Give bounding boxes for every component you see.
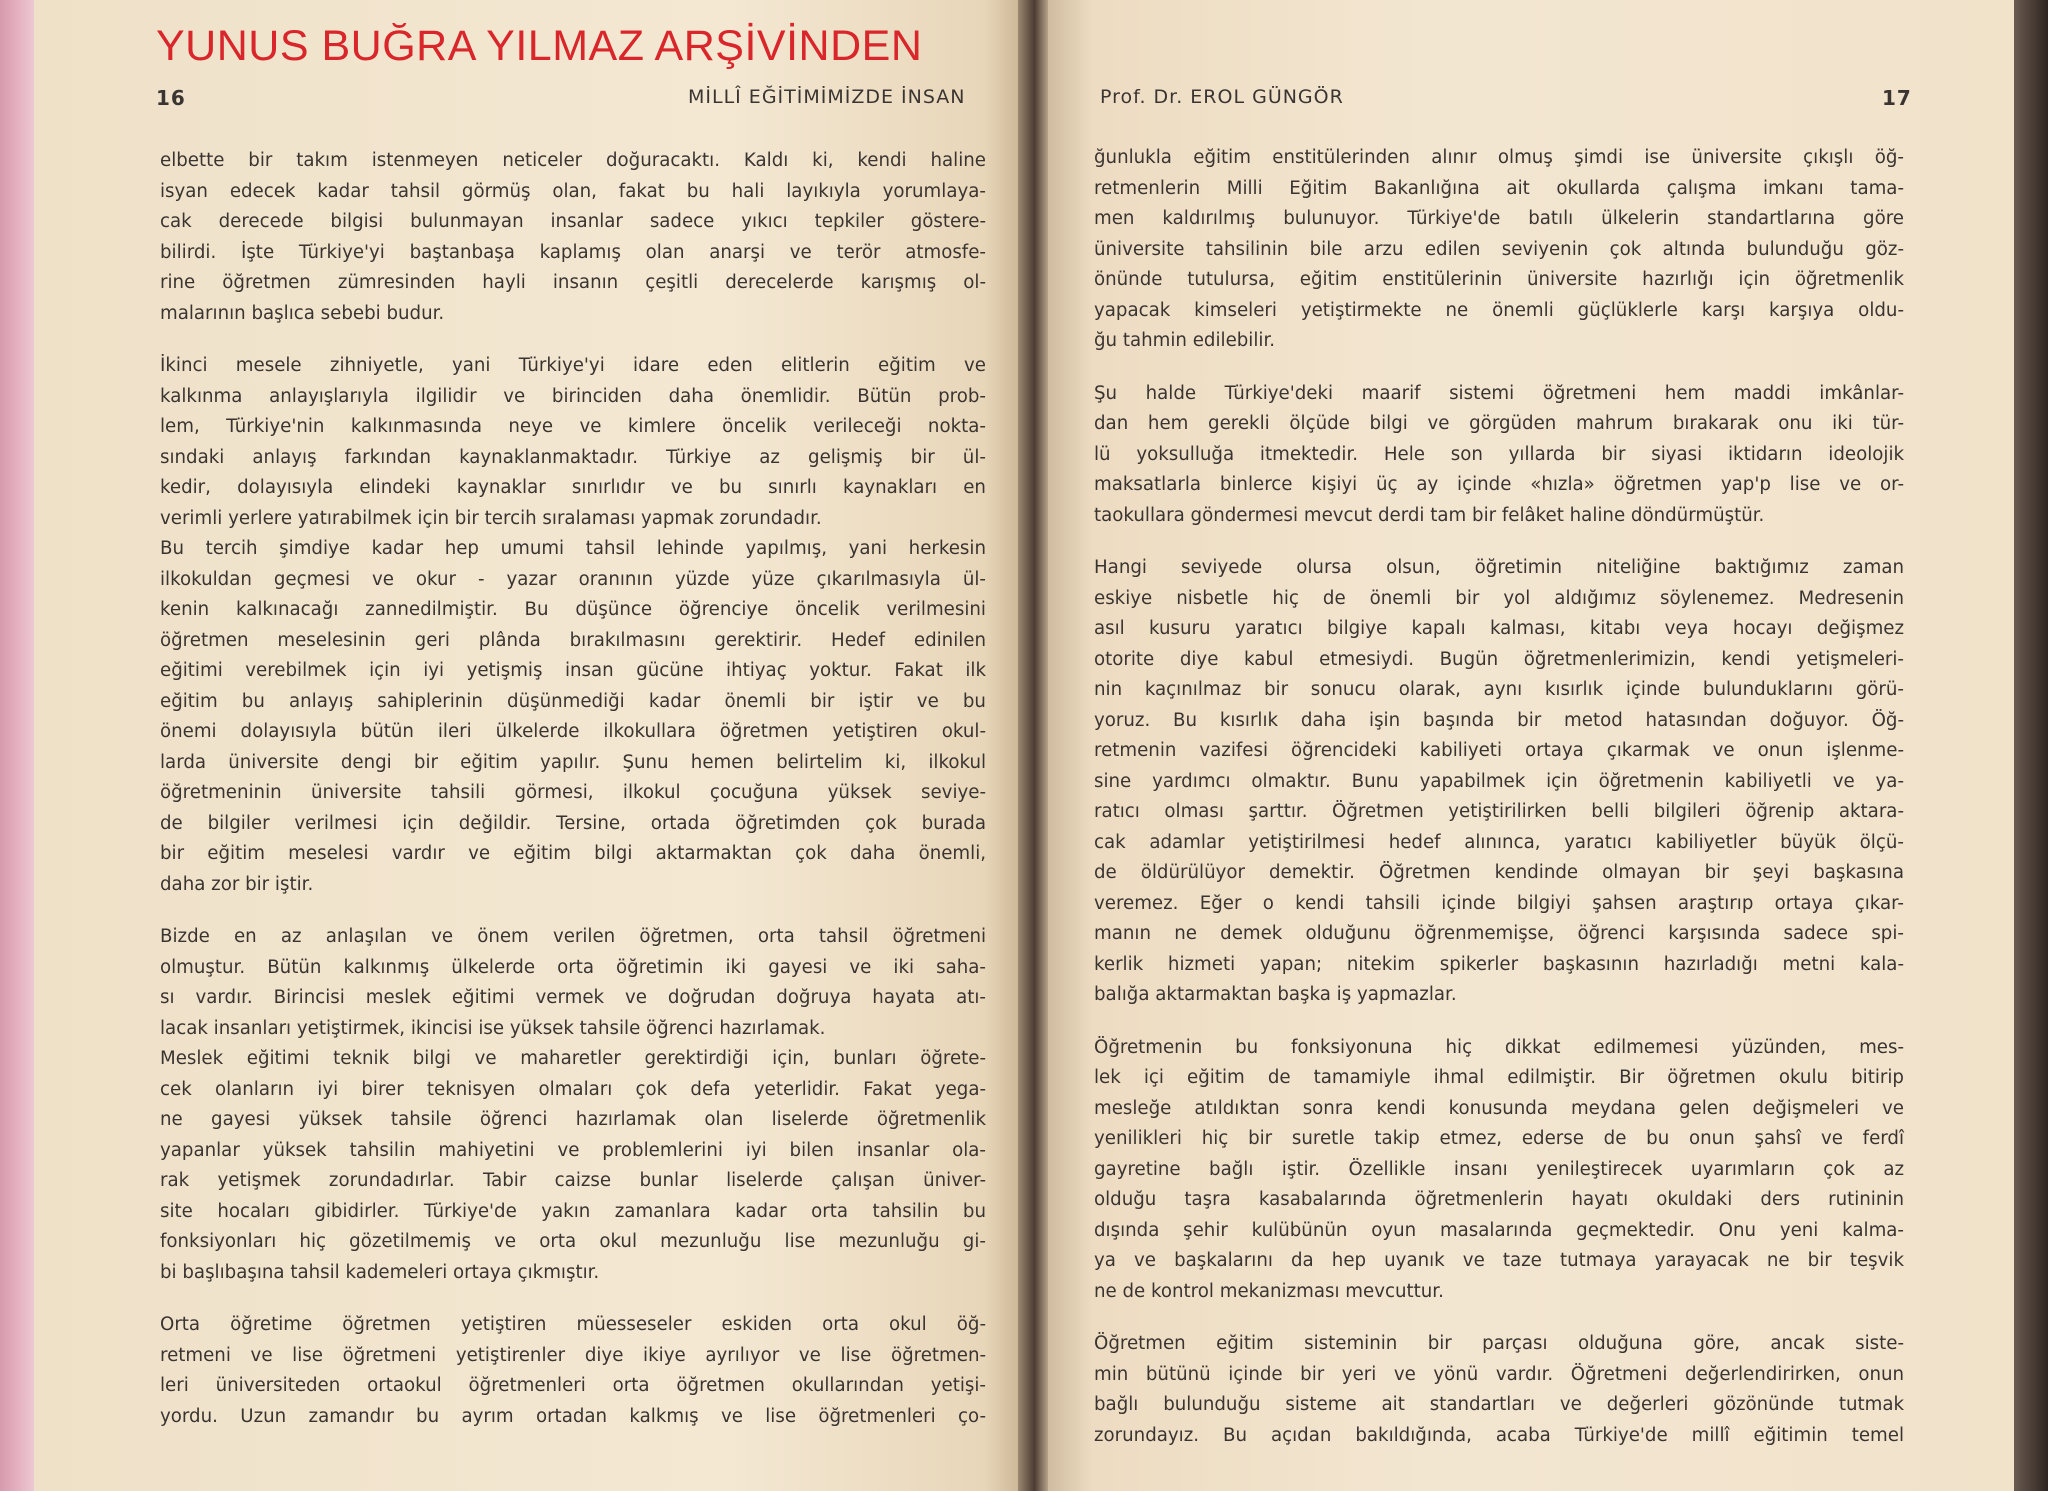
text-line: gayretine bağlı iştir. Özellikle insanı yenileştirecek uyarımların çok az [1094, 1158, 1905, 1180]
left-running-head: MİLLÎ EĞİTİMİMİZDE İNSAN [688, 86, 966, 108]
right-page-number: 17 [1882, 86, 1912, 110]
text-line: leri üniversiteden ortaokul öğretmenleri orta öğretmen okullarından yetişi- [160, 1375, 986, 1396]
text-line: ilkokuldan geçmesi ve okur - yazar oranının yüzde yüze çıkarılmasıyla ül- [160, 568, 986, 590]
text-line: öğretmeninin üniversite tahsili görmesi, ilkokul çocuğuna yüksek seviye- [160, 782, 987, 803]
text-line: site hocaları gibidirler. Türkiye'de yakın zamanlara kadar orta tahsilin bu [160, 1200, 986, 1222]
text-line: Öğretmen eğitim sisteminin bir parçası olduğuna göre, ancak siste- [1094, 1333, 1905, 1354]
paragraph [1094, 379, 1904, 532]
text-line: kerlik hizmeti yapan; nitekim spikerler başkasının hazırladığı metni kala- [1094, 953, 1905, 975]
text-line: mesleğe atıldıktan sonra kendi konusunda meydana gelen değişmeleri ve [1094, 1097, 1904, 1119]
text-line: olduğu taşra kasabalarında öğretmenlerin hayatı okuldaki ders rutininin [1094, 1189, 1904, 1210]
text-line: eskiye nisbetle hiç de önemli bir yol aldığımız söylenemez. Medresenin [1094, 587, 1905, 609]
text-line: sındaki anlayış farkından kaynaklanmaktadır. Türkiye az gelişmiş bir ül- [160, 446, 986, 468]
book-gutter [1018, 0, 1048, 1491]
text-line: asıl kusuru yaratıcı bilgiye kapalı kalması, kitabı veya hocayı değişmez [1094, 618, 1905, 639]
text-line: cak derecede bilgisi bulunmayan insanlar sadece yıkıcı tepkiler göstere- [160, 211, 987, 232]
paragraph [1094, 1329, 1904, 1451]
text-line: maksatlarla binlerce kişiyi üç ay içinde «hızla» öğretmen yap'p lise ve or- [1094, 474, 1905, 495]
text-line: Bizde en az anlaşılan ve önem verilen öğretmen, orta tahsil öğretmeni [160, 926, 987, 947]
text-line: fonksiyonları hiç gözetilmemiş ve orta okul mezunluğu lise mezunluğu gi- [160, 1231, 986, 1252]
text-line: isyan edecek kadar tahsil görmüş olan, fakat bu hali layıkıyla yorumlaya- [160, 180, 986, 202]
text-line: verimli yerlere yatırabilmek için bir tercih sıralaması yapmak zorundadır. [160, 507, 822, 529]
text-line: bilirdi. İşte Türkiye'yi baştanbaşa kaplamış olan anarşi ve terör atmosfe- [160, 241, 986, 263]
text-line: ratıcı olması şarttır. Öğretmen yetiştirilirken belli bilgileri öğrenip aktara- [1094, 801, 1905, 822]
right-body-text [1094, 143, 1904, 1451]
text-line: İkinci mesele zihniyetle, yani Türkiye'yi idare eden elitlerin eğitim ve [160, 355, 986, 376]
dark-page-edge [2014, 0, 2048, 1491]
text-line: retmenin vazifesi öğrencideki kabiliyeti ortaya çıkarmak ve onun işlenme- [1094, 740, 1905, 761]
text-line: lacak insanları yetiştirmek, ikincisi ise yüksek tahsile öğrenci hazırlamak. [160, 1017, 826, 1039]
text-line: yapacak kimseleri yetiştirmekte ne önemli güçlüklerle karşı karşıya oldu- [1094, 299, 1905, 321]
paragraph-gap [1094, 357, 1904, 379]
text-line: sine yardımcı olmaktır. Bunu yapabilmek için öğretmenin kabiliyetli ve ya- [1094, 770, 1905, 792]
pink-page-edge [0, 0, 34, 1491]
text-line: üniversite tahsilinin bile arzu edilen seviyenin çok altında bulunduğu göz- [1094, 238, 1905, 260]
text-line: önünde tutulursa, eğitim enstitülerinin üniversite hazırlığı için öğretmenlik [1094, 269, 1904, 290]
text-line: eğitimi verebilmek için iyi yetişmiş insan gücüne ihtiyaç yoktur. Fakat ilk [160, 660, 986, 681]
text-line: Meslek eğitimi teknik bilgi ve maharetler gerektirdiği için, bunları öğrete- [160, 1048, 987, 1069]
text-line: rak yetişmek zorundadırlar. Tabir caizse bunlar liselerde çalışan üniver- [160, 1170, 987, 1191]
text-line: eğitim bu anlayış sahiplerinin düşünmediği kadar önemli bir iştir ve bu [160, 690, 986, 712]
text-line: manın ne demek olduğunu öğrenmemişse, öğrenci karşısında sadece spi- [1094, 923, 1904, 944]
text-line: olmuştur. Bütün kalkınmış ülkelerde orta öğretimin iki gayesi ve iki saha- [160, 956, 986, 978]
text-line: dan hem gerekli ölçüde bilgi ve görgüden mahrum bırakarak onu iki tür- [1094, 413, 1905, 434]
text-line: yenilikleri hiç bir suretle takip etmez, ederse de bu onun şahsî ve ferdî [1094, 1128, 1905, 1149]
text-line: yordu. Uzun zamandır bu ayrım ortadan kalkmış ve lise öğretmenleri ço- [160, 1405, 987, 1427]
paragraph-gap [160, 1288, 986, 1310]
paragraph-gap [1094, 1011, 1904, 1033]
text-line: ne gayesi yüksek tahsile öğrenci hazırlamak olan liselerde öğretmenlik [160, 1109, 986, 1130]
text-line: ğu tahmin edilebilir. [1094, 330, 1276, 351]
text-line: öğretmen meselesinin geri plânda bırakılmasını gerektirir. Hedef edinilen [160, 629, 987, 651]
archive-title: YUNUS BUĞRA YILMAZ ARŞİVİNDEN [156, 22, 923, 70]
paragraph-gap [1094, 531, 1904, 553]
text-line: kalkınma anlayışlarıyla ilgilidir ve birinciden daha önemlidir. Bütün prob- [160, 385, 986, 407]
paragraph [1094, 143, 1904, 357]
paragraph-gap [1094, 1307, 1904, 1329]
text-line: bağlı bulunduğu sisteme ait standartları ve değerleri gözönünde tutmak [1094, 1394, 1905, 1415]
text-line: lü yoksulluğa itmektedir. Hele son yıllarda bir siyasi iktidarın ideolojik [1094, 443, 1905, 465]
left-body-text [160, 146, 986, 1432]
text-line: malarının başlıca sebebi budur. [160, 302, 445, 324]
paragraph [160, 351, 986, 900]
text-line: min bütünü içinde bir yeri ve yönü vardır. Öğretmeni değerlendirirken, onun [1094, 1363, 1905, 1385]
text-line: Bu tercih şimdiye kadar hep umumi tahsil lehinde yapılmış, yani herkesin [160, 538, 986, 559]
text-line: retmenlerin Milli Eğitim Bakanlığına ait okullarda çalışma imkanı tama- [1094, 177, 1905, 199]
text-line: yapanlar yüksek tahsilin mahiyetini ve problemlerini iyi bilen insanlar ola- [160, 1139, 986, 1161]
text-line: cek olanların iyi birer teknisyen olmaları çok defa yeterlidir. Fakat yega- [160, 1078, 987, 1100]
text-line: taokullara göndermesi mevcut derdi tam bir felâket haline döndürmüştür. [1094, 504, 1765, 526]
text-line: kedir, dolayısıyla elindeki kaynaklar sınırlıdır ve bu sınırlı kaynakları en [160, 477, 986, 498]
text-line: nin kaçınılmaz bir sonucu olarak, aynı kısırlık içinde bulunduklarını görü- [1094, 679, 1904, 700]
text-line: de bilgiler verilmesi için değildir. Tersine, ortada öğretimden çok burada [160, 812, 986, 834]
text-line: ne de kontrol mekanizması mevcuttur. [1094, 1280, 1444, 1302]
text-line: Orta öğretime öğretmen yetiştiren müesseseler eskiden orta okul öğ- [160, 1314, 987, 1335]
text-line: dışında şehir kulübünün oyun masalarında geçmektedir. Onu yeni kalma- [1094, 1219, 1905, 1241]
text-line: daha zor bir iştir. [160, 873, 314, 895]
text-line: bir eğitim meselesi vardır ve eğitim bilgi aktarmaktan çok daha önemli, [160, 843, 987, 864]
text-line: sı vardır. Birincisi meslek eğitimi vermek ve doğrudan doğruya hayata atı- [160, 987, 986, 1008]
left-page-number: 16 [156, 86, 186, 110]
paragraph [160, 922, 986, 1288]
text-line: Şu halde Türkiye'deki maarif sistemi öğretmeni hem maddi imkânlar- [1094, 382, 1905, 404]
paragraph [160, 1310, 986, 1432]
text-line: otorite diye kabul etmesiydi. Bugün öğretmenlerimizin, kendi yetişmeleri- [1094, 648, 1904, 670]
paragraph [160, 146, 986, 329]
text-line: önemi dolayısıyla bütün ileri ülkelerde ilkokullara öğretmen yetiştiren okul- [160, 721, 987, 742]
text-line: men kaldırılmış bulunuyor. Türkiye'de batılı ülkelerin standartlarına göre [1094, 208, 1904, 229]
text-line: balığa aktarmaktan başka iş yapmazlar. [1094, 984, 1457, 1005]
text-line: Öğretmenin bu fonksiyonuna hiç dikkat edilmemesi yüzünden, mes- [1094, 1036, 1905, 1058]
paragraph [1094, 553, 1904, 1011]
text-line: lem, Türkiye'nin kalkınmasında neye ve kimlere öncelik verileceği nokta- [160, 416, 986, 437]
paragraph-gap [160, 900, 986, 922]
text-line: ya ve başkalarını da hep uyanık ve taze tutmaya yarayacak ne bir teşvik [1094, 1250, 1904, 1271]
text-line: de öldürülüyor demektir. Öğretmen kendinde olmayan bir şeyi başkasına [1094, 862, 1904, 883]
text-line: bi başlıbaşına tahsil kademeleri ortaya çıkmıştır. [160, 1261, 600, 1283]
text-line: lek içi eğitim de tamamiyle ihmal edilmiştir. Bir öğretmen okulu bitirip [1094, 1067, 1904, 1088]
paragraph-gap [160, 329, 986, 351]
text-line: veremez. Eğer o kendi tahsili içinde bilgiyi şahsen araştırıp ortaya çıkar- [1094, 892, 1904, 914]
text-line: kenin kalkınacağı zannedilmiştir. Bu düşünce öğrenciye öncelik verilmesini [160, 599, 986, 620]
text-line: elbette bir takım istenmeyen neticeler doğuracaktı. Kaldı ki, kendi haline [160, 150, 986, 171]
text-line: larda üniversite dengi bir eğitim yapılır. Şunu hemen belirtelim ki, ilkokul [160, 751, 987, 773]
text-line: yoruz. Bu kısırlık daha işin başında bir metod hatasından doğuyor. Öğ- [1094, 709, 1905, 731]
text-line: Hangi seviyede olursa olsun, öğretimin niteliğine baktığımız zaman [1094, 557, 1904, 578]
text-line: cak adamlar yetiştirilmesi hedef alınınca, yaratıcı kabiliyetler büyük ölçü- [1094, 831, 1904, 853]
text-line: ğunlukla eğitim enstitülerinden alınır olmuş şimdi ise üniversite çıkışlı öğ- [1094, 147, 1904, 168]
text-line: retmeni ve lise öğretmeni yetiştirenler diye ikiye ayrılıyor ve lise öğretmen- [160, 1344, 987, 1366]
text-line: rine öğretmen zümresinden hayli insanın çeşitli derecelerde karışmış ol- [160, 272, 987, 293]
paragraph [1094, 1033, 1904, 1308]
right-author-head: Prof. Dr. EROL GÜNGÖR [1100, 86, 1344, 108]
text-line: zorundayız. Bu açıdan bakıldığında, acaba Türkiye'de millî eğitimin temel [1094, 1424, 1905, 1446]
